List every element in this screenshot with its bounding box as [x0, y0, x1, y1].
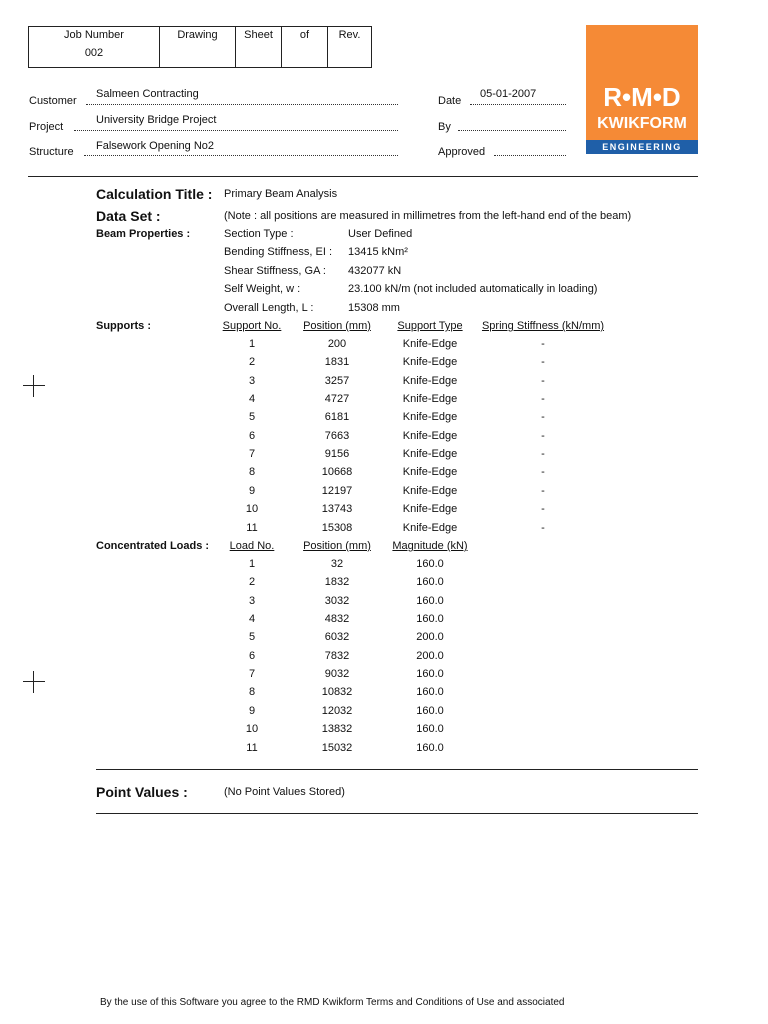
beam-property-name: Bending Stiffness, EI :	[224, 246, 333, 259]
supports-cell: -	[541, 374, 545, 387]
supports-cell: -	[541, 429, 545, 442]
loads-cell: 9032	[324, 668, 350, 681]
beam-property-value: 13415 kNm²	[348, 246, 408, 259]
supports-cell: Knife-Edge	[402, 411, 458, 424]
loads-cell: 4	[248, 613, 256, 626]
loads-cell: 160.0	[416, 594, 444, 607]
loads-cell: 160.0	[416, 686, 444, 699]
supports-cell: 8	[248, 466, 256, 479]
loads-cell: 13832	[321, 723, 353, 736]
supports-cell: 3257	[324, 374, 350, 387]
job-number-value: 002	[84, 47, 104, 59]
loads-cell: 200.0	[416, 631, 444, 644]
loads-cell: 1	[248, 558, 256, 570]
project-label: Project	[29, 121, 64, 133]
supports-cell: 1	[248, 338, 256, 350]
loads-cell: 3032	[324, 594, 350, 607]
logo-engineering-bar: ENGINEERING	[586, 140, 698, 154]
loads-cell: 160.0	[416, 613, 444, 626]
supports-column-header: Support Type	[397, 320, 463, 332]
supports-cell: 10668	[321, 466, 353, 479]
approved-label: Approved	[438, 146, 486, 158]
registration-mark-upper	[23, 375, 45, 397]
supports-cell: Knife-Edge	[402, 503, 458, 516]
loads-cell: 32	[330, 558, 344, 570]
job-number-label: Job Number	[64, 29, 124, 41]
calculation-title-value: Primary Beam Analysis	[224, 188, 338, 200]
beam-property-name: Self Weight, w :	[224, 283, 301, 296]
supports-column-header: Spring Stiffness (kN/mm)	[481, 320, 605, 332]
header-table	[28, 26, 372, 68]
supports-cell: 200	[327, 338, 347, 350]
supports-cell: Knife-Edge	[402, 521, 458, 534]
loads-column-header: Position (mm)	[303, 540, 371, 552]
point-values-value: (No Point Values Stored)	[224, 786, 345, 798]
job-number-cell	[29, 27, 160, 68]
approved-dots	[494, 145, 566, 156]
loads-cell: 10	[245, 723, 259, 736]
supports-cell: 10	[245, 503, 259, 516]
loads-cell: 10832	[321, 686, 353, 699]
supports-column-header: Support No.	[222, 320, 282, 332]
supports-cell: 2	[248, 356, 256, 369]
loads-cell: 12032	[321, 704, 353, 717]
loads-cell: 6	[248, 649, 256, 662]
date-value: 05-01-2007	[480, 88, 537, 100]
footer-terms: By the use of this Software you agree to the RMD Kwikform Terms and Conditions of Use and associated	[100, 997, 565, 1008]
beam-property-name: Section Type :	[224, 228, 294, 240]
by-label: By	[438, 121, 451, 133]
supports-cell: 12197	[321, 484, 353, 497]
data-set-note: (Note : all positions are measured in millimetres from the left-hand end of the beam)	[224, 210, 632, 222]
date-label: Date	[438, 95, 462, 107]
loads-cell: 7832	[324, 649, 350, 662]
supports-cell: -	[541, 466, 545, 479]
supports-cell: 9	[248, 484, 256, 497]
loads-cell: 160.0	[416, 576, 444, 589]
loads-cell: 3	[248, 594, 256, 607]
structure-label: Structure	[29, 146, 74, 158]
loads-cell: 6032	[324, 631, 350, 644]
of-cell	[282, 27, 328, 68]
supports-cell: Knife-Edge	[402, 429, 458, 442]
beam-property-value: 432077 kN	[348, 264, 402, 277]
loads-cell: 2	[248, 576, 256, 589]
of-label: of	[299, 29, 310, 41]
beam-property-name: Shear Stiffness, GA :	[224, 264, 326, 277]
supports-cell: 7	[248, 448, 256, 461]
supports-cell: 3	[248, 374, 256, 387]
supports-cell: 6	[248, 429, 256, 442]
supports-cell: -	[541, 411, 545, 424]
supports-cell: -	[541, 448, 545, 461]
drawing-cell	[160, 27, 236, 68]
loads-cell: 160.0	[416, 741, 444, 754]
registration-mark-lower	[23, 671, 45, 693]
supports-cell: 11	[246, 521, 258, 534]
supports-cell: Knife-Edge	[402, 393, 458, 406]
loads-cell: 160.0	[416, 704, 444, 717]
supports-cell: Knife-Edge	[402, 374, 458, 387]
supports-cell: 9156	[324, 448, 350, 461]
logo-kwikform-text: KWIKFORM	[597, 115, 687, 132]
header-divider	[28, 176, 698, 177]
supports-cell: Knife-Edge	[402, 448, 458, 461]
supports-label: Supports :	[96, 320, 151, 332]
structure-value: Falsework Opening No2	[96, 140, 215, 152]
beam-property-name: Overall Length, L :	[224, 301, 314, 314]
loads-cell: 160.0	[416, 723, 444, 736]
rev-label: Rev.	[338, 29, 361, 41]
sheet-cell	[236, 27, 282, 68]
supports-cell: -	[541, 503, 545, 516]
loads-cell: 8	[248, 686, 256, 699]
supports-cell: 1831	[324, 356, 350, 369]
supports-cell: 15308	[321, 521, 353, 534]
loads-cell: 160.0	[416, 668, 444, 681]
supports-cell: 13743	[321, 503, 353, 516]
supports-cell: Knife-Edge	[402, 338, 458, 350]
supports-column-header: Position (mm)	[303, 320, 371, 332]
supports-cell: -	[541, 484, 545, 497]
loads-cell: 4832	[324, 613, 350, 626]
logo-rmd-text: R•M•D	[603, 82, 681, 112]
loads-cell: 5	[248, 631, 256, 644]
supports-cell: Knife-Edge	[402, 356, 458, 369]
supports-cell: Knife-Edge	[402, 466, 458, 479]
point-values-bottom-rule	[96, 813, 698, 814]
supports-cell: 6181	[324, 411, 350, 424]
supports-cell: 5	[248, 411, 256, 424]
supports-cell: 4	[248, 393, 256, 406]
loads-cell: 9	[248, 704, 256, 717]
supports-cell: -	[541, 356, 545, 369]
point-values-top-rule	[96, 769, 698, 770]
loads-cell: 7	[248, 668, 256, 681]
supports-cell: 7663	[324, 429, 350, 442]
customer-value: Salmeen Contracting	[96, 88, 199, 100]
customer-label: Customer	[29, 95, 77, 107]
loads-cell: 200.0	[416, 649, 444, 662]
concentrated-loads-label: Concentrated Loads :	[96, 540, 210, 552]
loads-column-header: Load No.	[229, 540, 275, 552]
data-set-label: Data Set :	[96, 208, 161, 224]
supports-cell: 4727	[324, 393, 350, 406]
point-values-label: Point Values :	[96, 784, 188, 800]
by-dots	[458, 120, 566, 131]
loads-cell: 160.0	[416, 558, 444, 570]
rev-cell	[328, 27, 372, 68]
beam-property-value: 23.100 kN/m (not included automatically in loading)	[348, 283, 598, 296]
beam-property-value: User Defined	[348, 228, 413, 240]
rmd-kwikform-logo	[586, 25, 698, 154]
calculation-title-label: Calculation Title :	[96, 186, 213, 202]
supports-cell: -	[541, 521, 545, 534]
sheet-label: Sheet	[244, 29, 273, 41]
loads-cell: 15032	[321, 741, 353, 754]
loads-cell: 11	[246, 741, 258, 754]
supports-cell: -	[541, 338, 545, 350]
supports-cell: Knife-Edge	[402, 484, 458, 497]
beam-property-value: 15308 mm	[348, 301, 400, 314]
project-value: University Bridge Project	[96, 114, 217, 126]
supports-cell: -	[541, 393, 545, 406]
drawing-label: Drawing	[177, 29, 218, 41]
loads-column-header: Magnitude (kN)	[392, 540, 468, 552]
loads-cell: 1832	[324, 576, 350, 589]
beam-properties-label: Beam Properties :	[96, 228, 191, 240]
